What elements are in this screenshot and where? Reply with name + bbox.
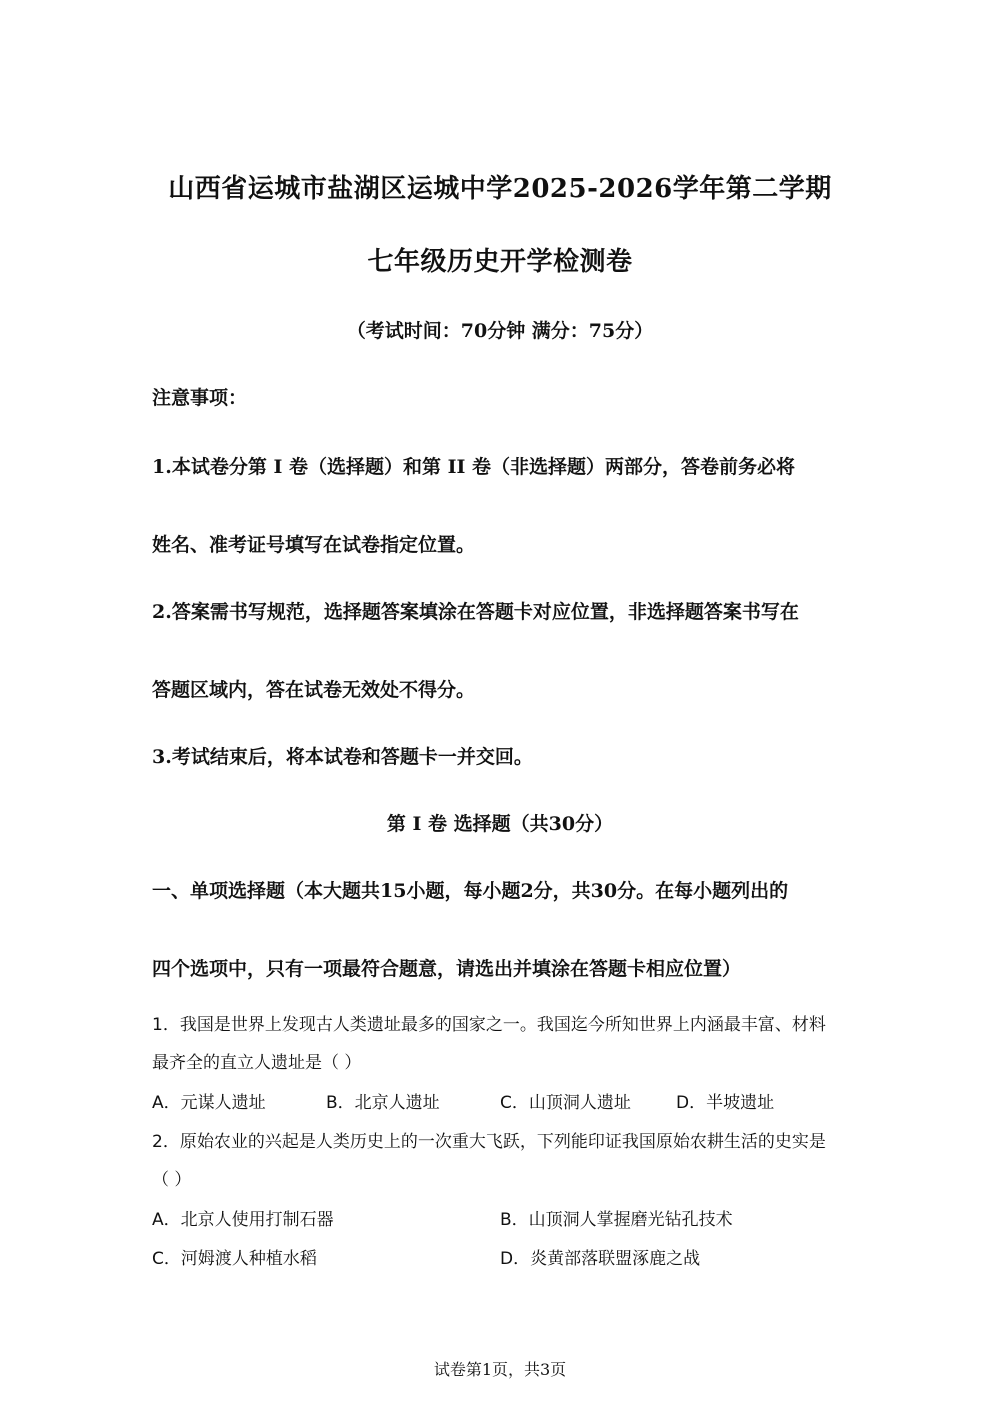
section-title: 第 Ⅰ 卷 选择题（共30分） — [386, 813, 614, 835]
note-line: 1.本试卷分第 Ⅰ 卷（选择题）和第 II 卷（非选择题）两部分，答卷前务必将 — [152, 456, 795, 478]
note-line: 3.考试结束后，将本试卷和答题卡一并交回。 — [152, 746, 533, 768]
note-line: 答题区域内，答在试卷无效处不得分。 — [152, 679, 476, 701]
option-a[interactable]: A．元谋人遗址 — [152, 1093, 266, 1113]
option-c[interactable]: C．山顶洞人遗址 — [500, 1093, 631, 1113]
part-heading: 一、单项选择题（本大题共15小题，每小题2分，共30分。在每小题列出的 — [152, 880, 789, 902]
exam-title-line1: 山西省运城市盐湖区运城中学2025-2026学年第二学期 — [168, 174, 832, 204]
option-a[interactable]: A．北京人使用打制石器 — [152, 1210, 334, 1230]
note-line: 2.答案需书写规范，选择题答案填涂在答题卡对应位置，非选择题答案书写在 — [152, 601, 799, 623]
question-stem: 1．我国是世界上发现古人类遗址最多的国家之一。我国迄今所知世界上内涵最丰富、材料 — [152, 1015, 826, 1035]
option-b[interactable]: B．山顶洞人掌握磨光钻孔技术 — [500, 1210, 733, 1230]
page-footer: 试卷第1页，共3页 — [433, 1360, 567, 1379]
option-d[interactable]: D．半坡遗址 — [676, 1093, 775, 1113]
question-stem: （ ） — [152, 1170, 192, 1190]
notes-heading: 注意事项： — [152, 387, 248, 409]
exam-title-line2: 七年级历史开学检测卷 — [367, 247, 633, 277]
exam-info: （考试时间：70分钟 满分：75分） — [346, 320, 654, 342]
question-stem: 2．原始农业的兴起是人类历史上的一次重大飞跃，下列能印证我国原始农耕生活的史实是 — [152, 1132, 826, 1152]
option-b[interactable]: B．北京人遗址 — [326, 1093, 440, 1113]
option-d[interactable]: D．炎黄部落联盟涿鹿之战 — [500, 1249, 701, 1269]
option-c[interactable]: C．河姆渡人种植水稻 — [152, 1249, 317, 1269]
part-heading: 四个选项中，只有一项最符合题意，请选出并填涂在答题卡相应位置） — [152, 958, 742, 980]
question-stem: 最齐全的直立人遗址是（ ） — [152, 1053, 362, 1073]
note-line: 姓名、准考证号填写在试卷指定位置。 — [152, 534, 476, 556]
